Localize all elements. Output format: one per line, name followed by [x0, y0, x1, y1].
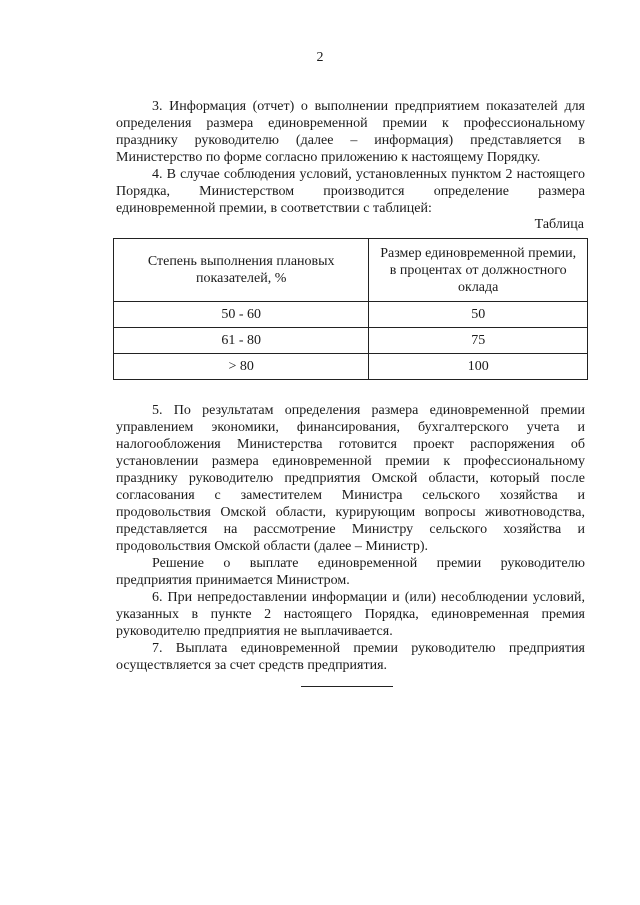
table-row — [114, 328, 588, 354]
paragraph-5: 5. По результатам определения размера единовременной премии управлением экономики, финансирования, бухгалтерского учета и налогообложения Министерства готовится проект распоряжения об установлении размера единовременной премии к профессиональному празднику руководителю предприятия Омской области, который после согласования с заместителем Министра сельского хозяйства и продовольствия Омской области, курирующим вопросы животноводства, представляется на рассмотрение Министру сельского хозяйства и продовольствия Омской области (далее – Министр). — [116, 403, 585, 554]
table-caption: Таблица — [534, 217, 584, 232]
bonus-table — [113, 238, 588, 380]
cell-bonus: 50 — [369, 302, 588, 328]
table-row — [114, 354, 588, 380]
table-row — [114, 302, 588, 328]
table-header-row — [114, 239, 588, 302]
text-block-top — [116, 98, 585, 217]
paragraph-6: 6. При непредоставлении информации и (или) несоблюдении условий, указанных в пункте 2 настоящего Порядка, единовременная премия руководителю предприятия не выплачивается. — [116, 590, 585, 639]
cell-bonus: 100 — [369, 354, 588, 380]
end-rule — [301, 686, 393, 687]
cell-bonus: 75 — [369, 328, 588, 354]
page-number: 2 — [316, 50, 324, 65]
cell-range: 50 - 60 — [114, 302, 369, 328]
paragraph-7: 7. Выплата единовременной премии руководителю предприятия осуществляется за счет средств предприятия. — [116, 641, 585, 673]
paragraph-decision: Решение о выплате единовременной премии руководителю предприятия принимается Министром. — [116, 556, 585, 588]
paragraph-3: 3. Информация (отчет) о выполнении предприятием показателей для определения размера единовременной премии к профессиональному празднику руководителю (далее – информация) представляется в Министерство по форме согласно приложению к настоящему Порядку. — [116, 99, 585, 165]
cell-range: > 80 — [114, 354, 369, 380]
header-bonus-size: Размер единовременной премии, в процентах от должностного оклада — [369, 239, 588, 302]
cell-range: 61 - 80 — [114, 328, 369, 354]
text-block-bottom — [116, 402, 585, 674]
paragraph-4: 4. В случае соблюдения условий, установленных пунктом 2 настоящего Порядка, Министерством производится определение размера единовременной премии, в соответствии с таблицей: — [116, 167, 585, 216]
header-completion-degree: Степень выполнения плановых показателей, % — [114, 239, 369, 302]
